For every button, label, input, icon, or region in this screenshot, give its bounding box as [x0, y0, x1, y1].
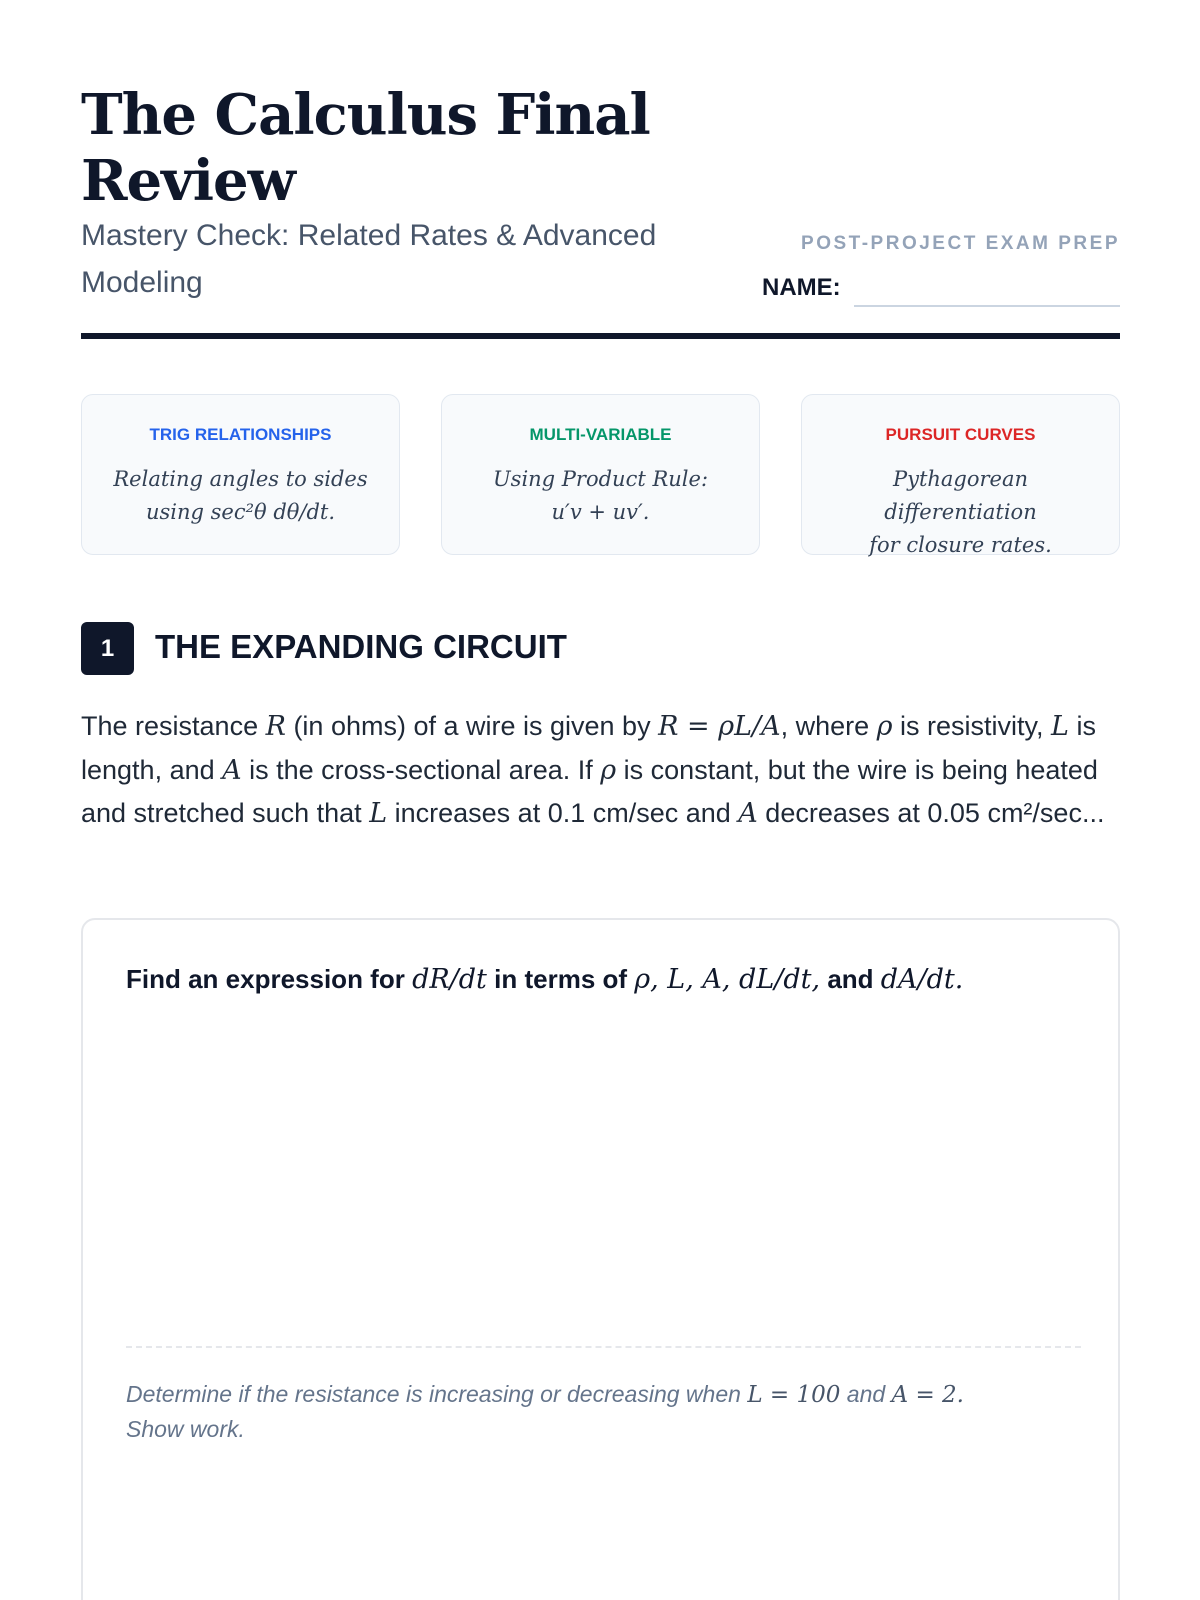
- concept-card-trig: [81, 394, 400, 555]
- math-var: ρ: [876, 711, 893, 742]
- card-text-line: Pythagorean differentiation: [884, 467, 1037, 524]
- exam-prep-tag: POST-PROJECT EXAM PREP: [801, 233, 1120, 254]
- math-expr: ρ, L, A, dL/dt,: [634, 964, 821, 995]
- concept-card-multivariable: [441, 394, 760, 555]
- card-label: PURSUIT CURVES: [885, 425, 1036, 444]
- problem-text: is the cross-sectional area. If: [241, 754, 601, 785]
- page-subtitle: Mastery Check: Related Rates & Advanced Modeling: [81, 219, 657, 299]
- question-text: Show work.: [126, 1416, 245, 1442]
- math-var: ρ: [600, 754, 617, 786]
- name-field[interactable]: [854, 305, 1120, 307]
- math-expr: A = 2.: [891, 1382, 964, 1408]
- problem-text: is constant, but the wire is being heated and stretched such that: [81, 754, 1098, 828]
- problem-text: , where: [780, 711, 877, 741]
- question-text: Find an expression for: [126, 964, 413, 994]
- problem-text: is resistivity,: [892, 711, 1052, 741]
- math-formula: R = ρL/A: [658, 711, 781, 742]
- question-2: [126, 1377, 1081, 1446]
- page-title: The Calculus Final Review: [81, 82, 650, 214]
- card-text: [466, 463, 736, 529]
- problem-text: decreases at 0.05 cm²/sec...: [757, 798, 1105, 828]
- math-expr: dA/dt.: [880, 964, 964, 995]
- math-var: L: [1051, 711, 1069, 742]
- card-text-line: u′v + uv′.: [551, 500, 650, 524]
- problem-text: The resistance: [81, 711, 266, 741]
- question-text: Determine if the resistance is increasing or decreasing when: [126, 1381, 748, 1407]
- section-title: THE EXPANDING CIRCUIT: [155, 628, 567, 665]
- answer-divider: [126, 1346, 1081, 1348]
- card-label: MULTI-VARIABLE: [529, 425, 672, 444]
- question-text: in terms of: [486, 964, 635, 994]
- card-text-line: for closure rates.: [869, 533, 1052, 557]
- problem-text: (in ohms) of a wire is given by: [285, 711, 659, 741]
- card-text: [826, 463, 1096, 562]
- math-expr: dR/dt: [412, 964, 487, 995]
- header-divider: [81, 333, 1120, 339]
- math-var: A: [222, 754, 242, 786]
- math-var: L: [369, 798, 388, 829]
- problem-text: is length, and: [81, 711, 1096, 785]
- math-var: A: [738, 798, 758, 829]
- question-text: and: [840, 1381, 892, 1407]
- card-text-line: Relating angles to sides: [113, 467, 368, 491]
- problem-statement: [81, 705, 1121, 836]
- math-expr: L = 100: [747, 1382, 841, 1408]
- problem-text: increases at 0.1 cm/sec and: [387, 798, 739, 828]
- section-number-badge: 1: [81, 622, 134, 675]
- question-text: and: [820, 964, 881, 994]
- card-text-line: using sec²θ dθ/dt.: [145, 500, 336, 524]
- card-label: TRIG RELATIONSHIPS: [149, 425, 332, 444]
- card-text-line: Using Product Rule:: [492, 467, 709, 491]
- question-1: [126, 964, 1076, 995]
- answer-workspace[interactable]: [81, 918, 1120, 1600]
- concept-card-pursuit: [801, 394, 1120, 555]
- card-text: [106, 463, 376, 529]
- name-label: NAME:: [762, 274, 841, 301]
- math-var: R: [265, 711, 286, 742]
